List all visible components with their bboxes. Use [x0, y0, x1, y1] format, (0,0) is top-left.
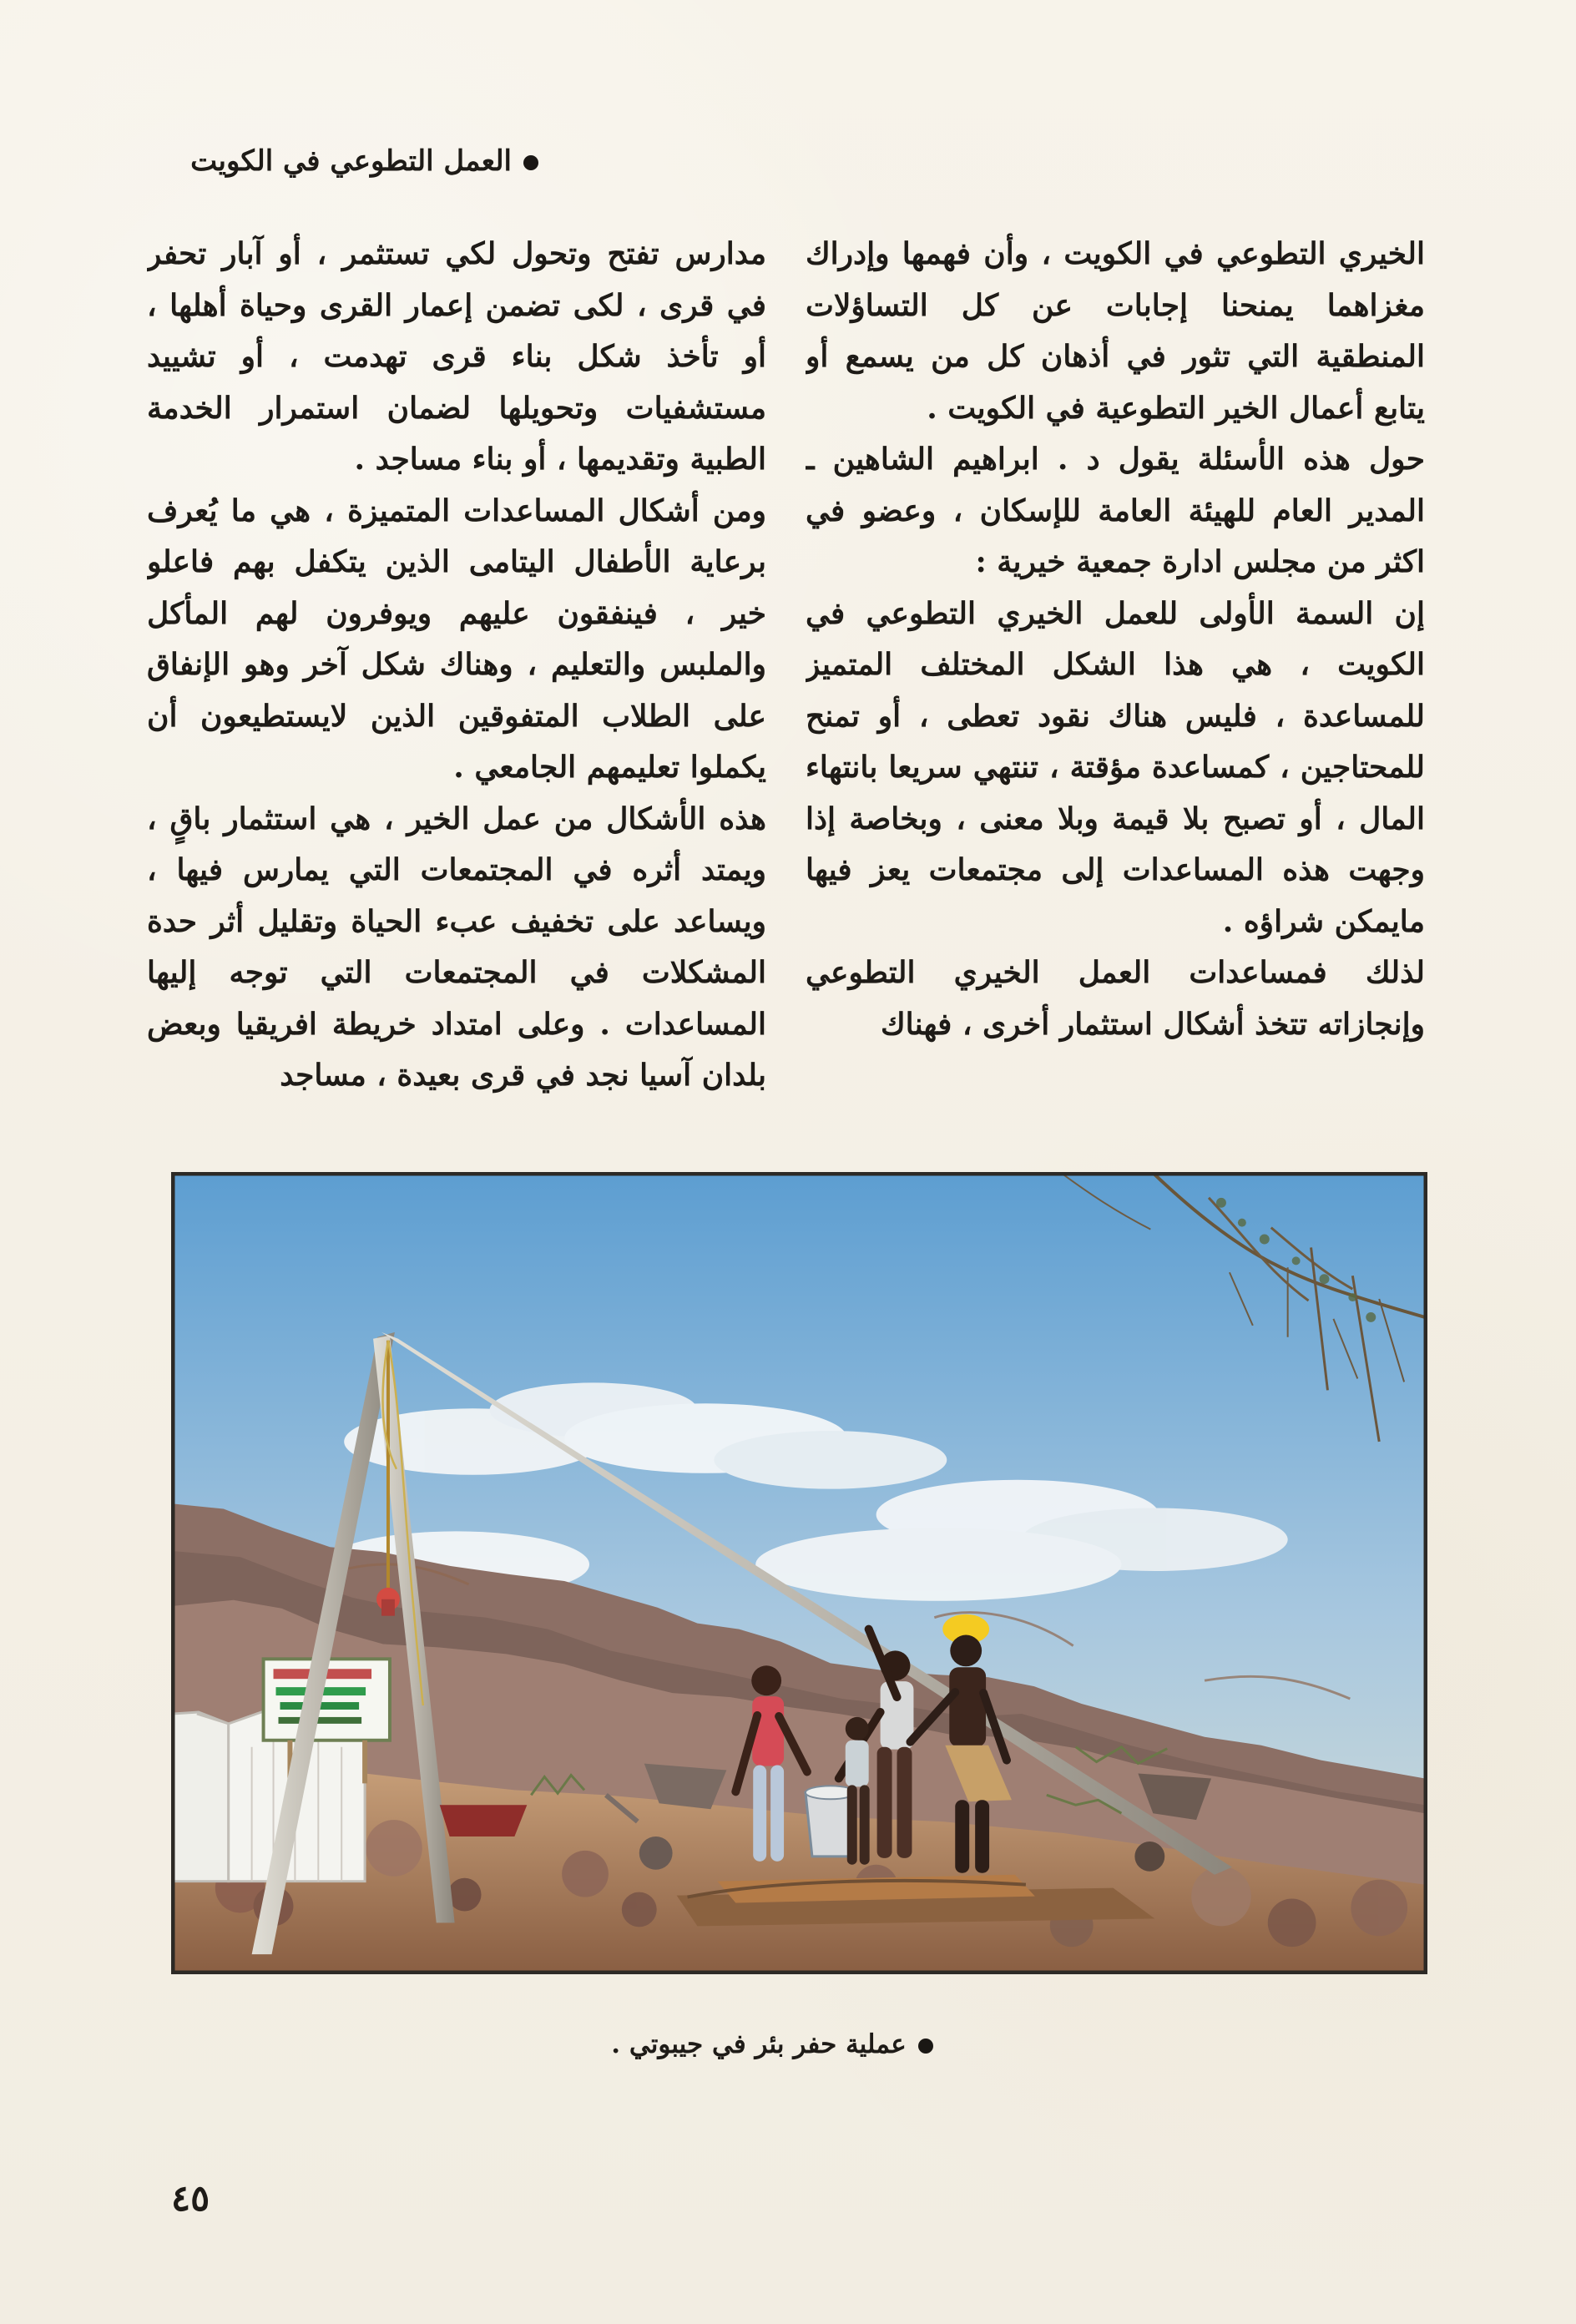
photo-illustration: [174, 1175, 1425, 1972]
page-number: ٤٥: [171, 2178, 210, 2220]
paragraph: هذه الأشكال من عمل الخير ، هي استثمار باقٍ ، ويمتد أثره في المجتمعات التي يمارس فيها ، ويساعد على تخفيف عبء الحياة وتقليل أثر حدة المشكلات في المجتمعات التي توجه إليها المساعدات . وعلى امتداد خريطة افريقيا وبعض بلدان آسيا نجد في قرى بعيدة ، مساجد: [147, 801, 766, 1093]
paragraph: حول هذه الأسئلة يقول د . ابراهيم الشاهين ـ المدير العام للهيئة العامة للإسكان ، وعضو في اكثر من مجلس ادارة جمعية خيرية :: [806, 442, 1425, 579]
article-column-right: [806, 229, 1425, 1127]
paragraph: الخيري التطوعي في الكويت ، وأن فهمها وإدراك مغزاهما يمنحنا إجابات عن كل التساؤلات المنطقية التي تثور في أذهان كل من يسمع أو يتابع أعمال الخير التطوعية في الكويت .: [806, 236, 1425, 426]
paragraph: إن السمة الأولى للعمل الخيري التطوعي في الكويت ، هي هذا الشكل المختلف المتميز للمساعدة ، فليس هناك نقود تعطى ، أو تمنح للمحتاجين ، كمساعدة مؤقتة ، تنتهي سريعا بانتهاء المال ، أو تصبح بلا قيمة وبلا معنى ، وبخاصة إذا وجهت هذه المساعدات إلى مجتمعات يعز فيها مايمكن شراؤه .: [806, 595, 1425, 939]
paragraph: مدارس تفتح وتحول لكي تستثمر ، أو آبار تحفر في قرى ، لكى تضمن إعمار القرى وحياة أهلها ، أو تأخذ شكل بناء قرى تهدمت ، أو تشييد مستشفيات وتحويلها لضمان استمرار الخدمة الطبية وتقديمها ، أو بناء مساجد .: [147, 236, 766, 477]
well-drilling-photo: [171, 1172, 1427, 1974]
paragraph: لذلك فمساعدات العمل الخيري التطوعي وإنجازاته تتخذ أشكال استثمار أخرى ، فهناك: [806, 955, 1425, 1042]
photo-caption: عملية حفر بئر في جيبوتي .: [580, 2029, 964, 2060]
paragraph: ومن أشكال المساعدات المتميزة ، هي ما يُعرف برعاية الأطفال اليتامى الذين يتكفل بهم فاعلو خير ، فينفقون عليهم ويوفرون لهم المأكل والملبس والتعليم ، وهناك شكل آخر وهو الإنفاق على الطلاب المتفوقين الذين لايستطيعون أن يكملوا تعليمهم الجامعي .: [147, 493, 766, 785]
page-title: العمل التطوعي في الكويت: [171, 144, 538, 179]
article-column-left: [147, 229, 766, 1127]
